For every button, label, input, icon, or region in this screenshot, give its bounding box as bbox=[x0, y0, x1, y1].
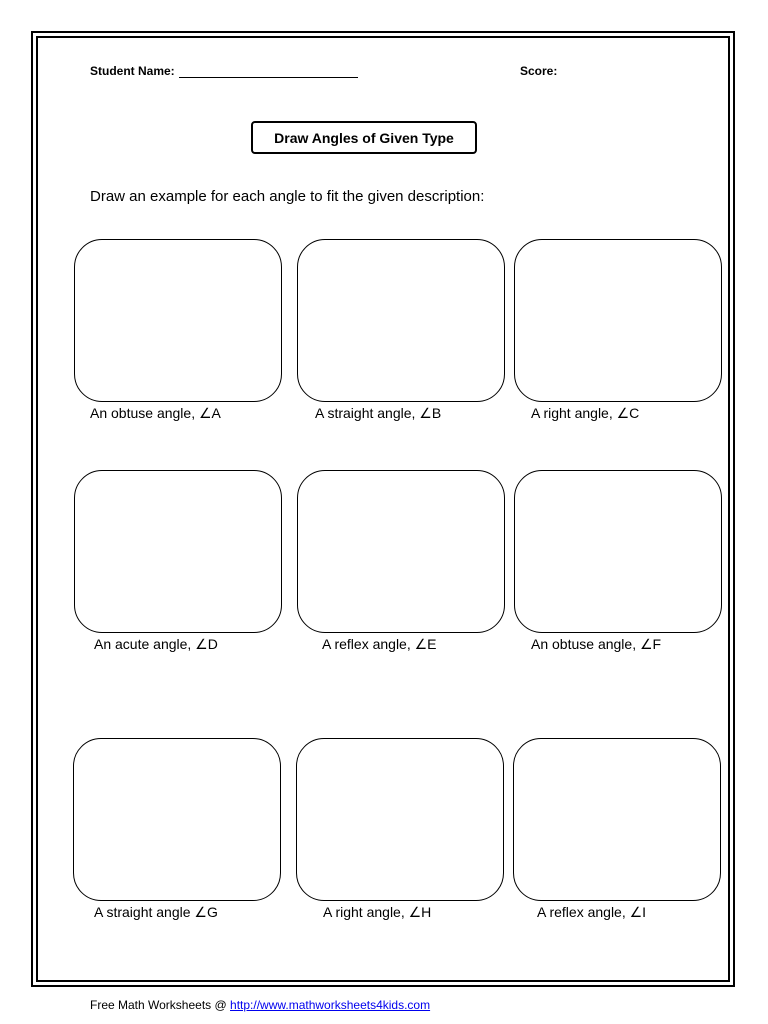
answer-box-g bbox=[73, 738, 281, 901]
instructions: Draw an example for each angle to fit the given description: bbox=[90, 188, 485, 205]
answer-box-i bbox=[513, 738, 721, 901]
angle-label-g: A straight angle ∠G bbox=[94, 904, 218, 920]
student-name-label: Student Name: bbox=[90, 64, 175, 78]
answer-box-f bbox=[514, 470, 722, 633]
answer-box-h bbox=[296, 738, 504, 901]
answer-box-d bbox=[74, 470, 282, 633]
footer-link[interactable]: http://www.mathworksheets4kids.com bbox=[230, 998, 431, 1012]
angle-label-f: An obtuse angle, ∠F bbox=[531, 636, 662, 652]
angle-label-d: An acute angle, ∠D bbox=[94, 636, 218, 652]
angle-label-a: An obtuse angle, ∠A bbox=[90, 405, 221, 421]
footer bbox=[90, 998, 430, 1012]
answer-box-a bbox=[74, 239, 282, 402]
answer-box-e bbox=[297, 470, 505, 633]
student-name-line bbox=[179, 77, 358, 78]
footer-text: Free Math Worksheets @ bbox=[90, 998, 231, 1012]
score-label: Score: bbox=[520, 64, 558, 78]
angle-label-i: A reflex angle, ∠I bbox=[537, 904, 647, 920]
answer-box-c bbox=[514, 239, 722, 402]
angle-label-c: A right angle, ∠C bbox=[531, 405, 640, 421]
answer-box-b bbox=[297, 239, 505, 402]
angle-label-b: A straight angle, ∠B bbox=[315, 405, 442, 421]
angle-label-h: A right angle, ∠H bbox=[323, 904, 432, 920]
worksheet-title: Draw Angles of Given Type bbox=[251, 121, 477, 154]
angle-label-e: A reflex angle, ∠E bbox=[322, 636, 437, 652]
